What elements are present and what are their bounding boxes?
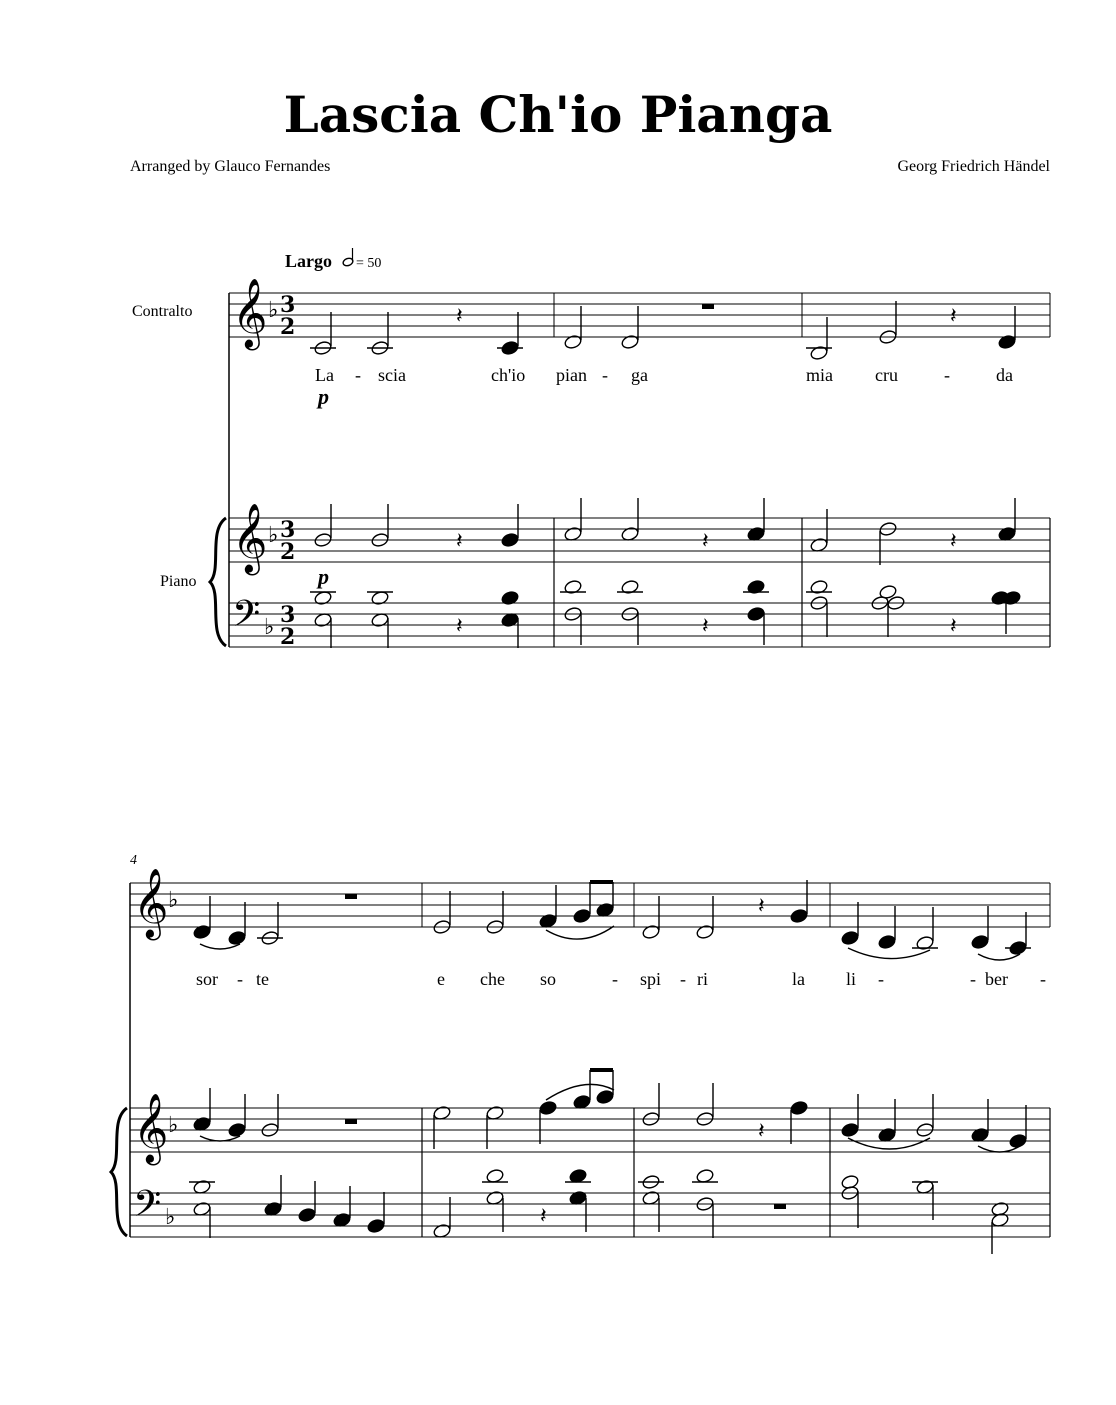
lyric-hyphen: - xyxy=(602,365,608,385)
treble-clef-icon: 𝄞 xyxy=(133,1095,169,1161)
time-signature xyxy=(280,292,295,340)
lyric-syllable: cru xyxy=(875,365,898,385)
svg-text:2: 2 xyxy=(280,314,296,340)
lyric-hyphen: - xyxy=(944,365,950,385)
lyric-hyphen: - xyxy=(237,969,243,989)
flat-key-icon: ♭ xyxy=(168,888,179,913)
lyric-syllable: so xyxy=(540,969,557,989)
svg-text:3: 3 xyxy=(280,602,296,628)
flat-key-icon: ♭ xyxy=(264,615,275,640)
contralto-notes-m1 xyxy=(310,312,523,356)
lyric-syllable: La xyxy=(315,365,334,385)
lyric-syllable: te xyxy=(256,969,269,989)
lyric-syllable: ch'io xyxy=(491,365,526,385)
svg-text:2: 2 xyxy=(280,539,296,565)
lyric-syllable: e xyxy=(437,969,445,989)
lyric-syllable: mia xyxy=(806,365,833,385)
svg-text:3: 3 xyxy=(280,517,296,543)
piano-rh-staff xyxy=(229,518,1050,562)
lyric-hyphen: - xyxy=(970,969,976,989)
contralto-staff xyxy=(229,293,1050,337)
lyric-syllable: pian xyxy=(556,365,587,385)
svg-text:2: 2 xyxy=(280,624,296,650)
half-rest-icon xyxy=(345,1119,357,1124)
arranger-credit: Arranged by Glauco Fernandes xyxy=(130,158,331,175)
lyric-syllable: la xyxy=(792,969,805,989)
svg-text:𝄽: 𝄽 xyxy=(456,529,463,554)
flat-key-icon: ♭ xyxy=(168,1113,179,1138)
svg-text:𝄽: 𝄽 xyxy=(456,614,463,639)
piano-rh-notes-s1 xyxy=(314,498,1017,565)
quarter-rest-icon: 𝄽 xyxy=(456,304,463,329)
half-note-tempo-icon xyxy=(342,248,354,267)
lyric-syllable: spi xyxy=(640,969,662,989)
bass-clef-icon: 𝄢 xyxy=(232,594,261,643)
tempo-marking: Largo xyxy=(285,251,332,271)
piece-title: Lascia Ch'io Pianga xyxy=(283,85,833,144)
lyric-syllable: li xyxy=(846,969,857,989)
lyric-syllable: da xyxy=(996,365,1013,385)
lyric-syllable: ri xyxy=(697,969,708,989)
treble-clef-icon: 𝄞 xyxy=(232,280,268,346)
contralto-notes-m2 xyxy=(564,306,640,350)
dynamic-piano-voice: p xyxy=(318,384,329,409)
quarter-rest-icon: 𝄽 xyxy=(950,304,957,329)
dynamic-piano-keys: p xyxy=(318,564,329,589)
lyric-hyphen: - xyxy=(878,969,884,989)
lyric-syllable: scia xyxy=(378,365,406,385)
piano-brace xyxy=(111,1108,127,1236)
quarter-rest-icon: 𝄽 xyxy=(540,1204,547,1229)
quarter-rest-icon: 𝄽 xyxy=(758,894,765,919)
contralto-notes-s2 xyxy=(193,880,1031,960)
tempo-value: = 50 xyxy=(356,256,382,271)
composer-credit: Georg Friedrich Händel xyxy=(897,158,1050,175)
lyric-hyphen: - xyxy=(680,969,686,989)
piano-rh-notes-s2 xyxy=(193,1070,1028,1152)
treble-clef-icon: 𝄞 xyxy=(232,505,268,571)
svg-text:3: 3 xyxy=(280,292,296,318)
bass-clef-icon: 𝄢 xyxy=(133,1184,162,1233)
flat-key-icon: ♭ xyxy=(268,523,279,548)
lyric-hyphen: - xyxy=(1040,969,1046,989)
time-signature xyxy=(280,602,295,650)
piano-label: Piano xyxy=(160,573,197,590)
treble-clef-icon: 𝄞 xyxy=(133,870,169,936)
lyric-hyphen: - xyxy=(355,365,361,385)
flat-key-icon: ♭ xyxy=(165,1205,176,1230)
contralto-label: Contralto xyxy=(132,303,193,320)
lyric-syllable: sor xyxy=(196,969,218,989)
rests-lh-s1 xyxy=(456,614,957,639)
lyric-syllable: che xyxy=(480,969,505,989)
piano-lh-staff xyxy=(229,603,1050,647)
svg-text:𝄽: 𝄽 xyxy=(950,529,957,554)
time-signature xyxy=(280,517,295,565)
piano-lh-notes-s2 xyxy=(189,1168,1009,1254)
half-rest-icon xyxy=(774,1204,786,1209)
contralto-notes-m3 xyxy=(806,301,1016,361)
quarter-rest-icon: 𝄽 xyxy=(758,1119,765,1144)
svg-text:𝄽: 𝄽 xyxy=(702,529,709,554)
lyric-syllable: ber xyxy=(985,969,1008,989)
lyric-hyphen: - xyxy=(612,969,618,989)
piano-brace xyxy=(210,518,226,646)
lyrics-line-2 xyxy=(196,969,1046,989)
measure-number: 4 xyxy=(130,853,137,868)
lyric-syllable: ga xyxy=(631,365,648,385)
lyrics-line-1 xyxy=(315,365,1013,385)
flat-key-icon: ♭ xyxy=(268,298,279,323)
half-rest-icon xyxy=(345,894,357,899)
svg-text:𝄽: 𝄽 xyxy=(950,614,957,639)
half-rest-icon xyxy=(702,304,714,309)
svg-text:𝄽: 𝄽 xyxy=(702,614,709,639)
